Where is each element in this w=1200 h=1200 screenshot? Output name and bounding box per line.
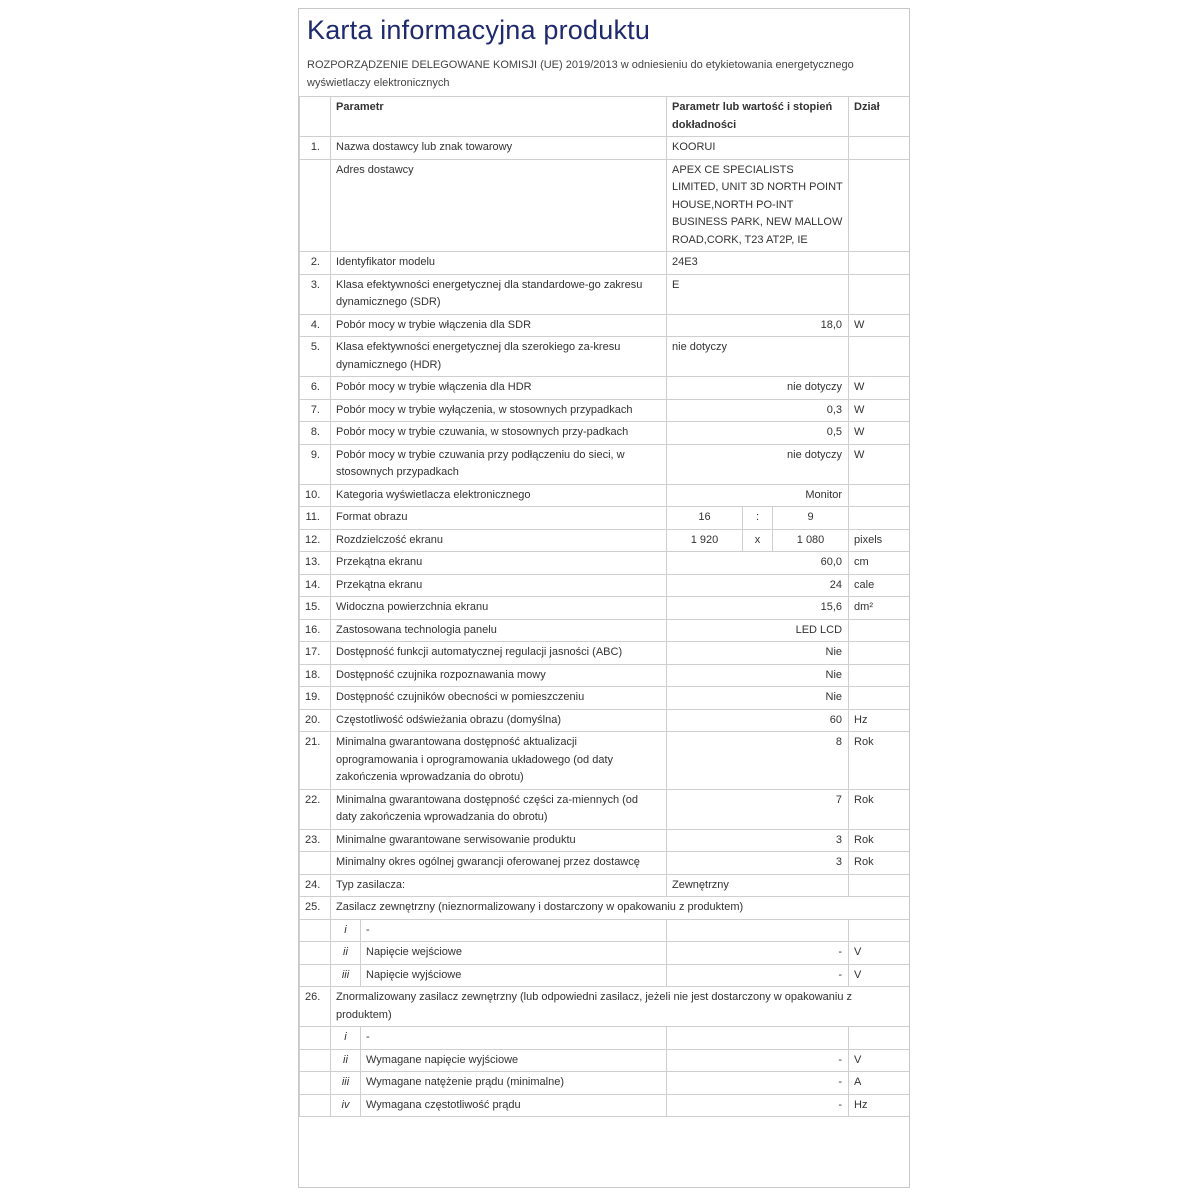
sub-index: i (331, 1027, 361, 1050)
row-unit (849, 337, 910, 377)
row-number: 1. (300, 137, 331, 160)
row-value: 24E3 (667, 252, 849, 275)
table-row (300, 1094, 911, 1117)
product-parameters-table (299, 96, 910, 1117)
sub-parameter: - (361, 1027, 667, 1050)
row-parameter: Klasa efektywności energetycznej dla szerokiego za-kresu dynamicznego (HDR) (331, 337, 667, 377)
row-number: 6. (300, 377, 331, 400)
row-number: 11. (300, 507, 331, 530)
row-value: 18,0 (667, 314, 849, 337)
empty-cell (300, 1049, 331, 1072)
row-number: 2. (300, 252, 331, 275)
row-value: 7 (667, 789, 849, 829)
table-row (300, 337, 911, 377)
row-number: 26. (300, 987, 331, 1027)
sub-value (667, 919, 849, 942)
table-row (300, 709, 911, 732)
table-row (300, 789, 911, 829)
row-number: 4. (300, 314, 331, 337)
section-title: Zasilacz zewnętrzny (nieznormalizowany i dostarczony w opakowaniu z produktem) (331, 897, 911, 920)
table-row (300, 942, 911, 965)
row-value-separator: x (743, 529, 773, 552)
row-unit: W (849, 377, 910, 400)
row-value: 8 (667, 732, 849, 790)
row-unit: Hz (849, 709, 910, 732)
row-value: 24 (667, 574, 849, 597)
row-parameter: Klasa efektywności energetycznej dla standardowe-go zakresu dynamicznego (SDR) (331, 274, 667, 314)
row-unit (849, 874, 910, 897)
sub-index: iii (331, 1072, 361, 1095)
row-parameter: Kategoria wyświetlacza elektronicznego (331, 484, 667, 507)
row-value-b: 1 080 (773, 529, 849, 552)
table-row (300, 829, 911, 852)
row-unit: dm² (849, 597, 910, 620)
table-row (300, 252, 911, 275)
row-value-a: 16 (667, 507, 743, 530)
sub-unit: V (849, 964, 910, 987)
sub-value: - (667, 1072, 849, 1095)
row-value: Monitor (667, 484, 849, 507)
page-title: Karta informacyjna produktu (307, 15, 651, 45)
row-parameter: Pobór mocy w trybie czuwania, w stosownych przy-padkach (331, 422, 667, 445)
row-unit: Rok (849, 829, 910, 852)
row-parameter: Pobór mocy w trybie wyłączenia, w stosownych przypadkach (331, 399, 667, 422)
row-parameter: Adres dostawcy (331, 159, 667, 252)
row-number (300, 852, 331, 875)
table-row (300, 687, 911, 710)
row-parameter: Typ zasilacza: (331, 874, 667, 897)
sub-parameter: - (361, 919, 667, 942)
row-value: nie dotyczy (667, 377, 849, 400)
row-value: 15,6 (667, 597, 849, 620)
row-number: 25. (300, 897, 331, 920)
table-row (300, 552, 911, 575)
row-parameter: Minimalne gwarantowane serwisowanie produktu (331, 829, 667, 852)
row-value-a: 1 920 (667, 529, 743, 552)
row-unit (849, 642, 910, 665)
table-row (300, 314, 911, 337)
row-unit: W (849, 399, 910, 422)
table-row (300, 732, 911, 790)
sub-index: iv (331, 1094, 361, 1117)
table-header-row (300, 97, 911, 137)
row-parameter: Dostępność funkcji automatycznej regulacji jasności (ABC) (331, 642, 667, 665)
table-row (300, 507, 911, 530)
row-number: 5. (300, 337, 331, 377)
row-value: 3 (667, 852, 849, 875)
section25-title-row (300, 897, 911, 920)
row-value: Nie (667, 642, 849, 665)
sub-unit: V (849, 942, 910, 965)
sub-value: - (667, 1049, 849, 1072)
table-row (300, 484, 911, 507)
row-parameter: Zastosowana technologia panelu (331, 619, 667, 642)
row-unit: W (849, 314, 910, 337)
table-row (300, 964, 911, 987)
row-unit: pixels (849, 529, 910, 552)
header-parameter: Parametr (331, 97, 667, 137)
row-parameter: Minimalny okres ogólnej gwarancji oferowanej przez dostawcę (331, 852, 667, 875)
row-value: E (667, 274, 849, 314)
row-parameter: Dostępność czujnika rozpoznawania mowy (331, 664, 667, 687)
empty-cell (300, 1072, 331, 1095)
sub-value: - (667, 964, 849, 987)
table-row (300, 529, 911, 552)
row-parameter: Identyfikator modelu (331, 252, 667, 275)
table-row (300, 159, 911, 252)
empty-cell (300, 1027, 331, 1050)
row-parameter: Dostępność czujników obecności w pomieszczeniu (331, 687, 667, 710)
row-number: 9. (300, 444, 331, 484)
section-title: Znormalizowany zasilacz zewnętrzny (lub odpowiedni zasilacz, jeżeli nie jest dostarczony w opakowaniu z produktem) (331, 987, 911, 1027)
row-value: Nie (667, 687, 849, 710)
row-unit (849, 664, 910, 687)
table-row (300, 1049, 911, 1072)
row-parameter: Rozdzielczość ekranu (331, 529, 667, 552)
row-unit: W (849, 422, 910, 445)
row-number: 12. (300, 529, 331, 552)
sub-parameter: Napięcie wejściowe (361, 942, 667, 965)
row-parameter: Przekątna ekranu (331, 552, 667, 575)
table-row (300, 444, 911, 484)
row-number: 3. (300, 274, 331, 314)
sub-unit (849, 1027, 910, 1050)
table-row (300, 664, 911, 687)
row-number: 14. (300, 574, 331, 597)
row-value: Zewnętrzny (667, 874, 849, 897)
sub-unit: V (849, 1049, 910, 1072)
row-value: KOORUI (667, 137, 849, 160)
row-value-b: 9 (773, 507, 849, 530)
row-unit: Rok (849, 732, 910, 790)
row-parameter: Częstotliwość odświeżania obrazu (domyślna) (331, 709, 667, 732)
row-parameter: Pobór mocy w trybie czuwania przy podłączeniu do sieci, w stosownych przypadkach (331, 444, 667, 484)
header-value: Parametr lub wartość i stopień dokładności (667, 97, 849, 137)
table-row (300, 597, 911, 620)
table-row (300, 1027, 911, 1050)
row-parameter: Pobór mocy w trybie włączenia dla HDR (331, 377, 667, 400)
row-unit (849, 137, 910, 160)
row-unit (849, 619, 910, 642)
table-row (300, 422, 911, 445)
row-value: APEX CE SPECIALISTS LIMITED, UNIT 3D NORTH POINT HOUSE,NORTH PO-INT BUSINESS PARK, NEW MALLOW ROAD,CORK, T23 AT2P, IE (667, 159, 849, 252)
row-number: 16. (300, 619, 331, 642)
row-number: 22. (300, 789, 331, 829)
sub-unit: A (849, 1072, 910, 1095)
row-parameter: Minimalna gwarantowana dostępność aktualizacji oprogramowania i oprogramowania układowego (od daty zakończenia wprowadzania do obrotu) (331, 732, 667, 790)
row-number: 8. (300, 422, 331, 445)
row-value: 3 (667, 829, 849, 852)
row-unit: Rok (849, 789, 910, 829)
row-parameter: Nazwa dostawcy lub znak towarowy (331, 137, 667, 160)
row-parameter: Przekątna ekranu (331, 574, 667, 597)
row-unit (849, 159, 910, 252)
row-unit (849, 274, 910, 314)
sub-index: iii (331, 964, 361, 987)
row-number: 15. (300, 597, 331, 620)
sub-parameter: Wymagane natężenie prądu (minimalne) (361, 1072, 667, 1095)
regulation-subtitle: ROZPORZĄDZENIE DELEGOWANE KOMISJI (UE) 2019/2013 w odniesieniu do etykietowania energetycznego wyświetlaczy elektronicznych (307, 59, 854, 89)
table-row (300, 874, 911, 897)
row-unit: Rok (849, 852, 910, 875)
row-number: 10. (300, 484, 331, 507)
header-unit: Dział (849, 97, 910, 137)
table-row (300, 852, 911, 875)
row-value: Nie (667, 664, 849, 687)
row-value-separator: : (743, 507, 773, 530)
empty-cell (300, 1094, 331, 1117)
table-row (300, 377, 911, 400)
sub-parameter: Napięcie wyjściowe (361, 964, 667, 987)
sub-value (667, 1027, 849, 1050)
row-number: 24. (300, 874, 331, 897)
table-row (300, 619, 911, 642)
empty-cell (300, 942, 331, 965)
row-unit (849, 507, 910, 530)
row-number: 19. (300, 687, 331, 710)
sub-unit: Hz (849, 1094, 910, 1117)
table-row (300, 919, 911, 942)
row-number: 20. (300, 709, 331, 732)
sub-parameter: Wymagane napięcie wyjściowe (361, 1049, 667, 1072)
row-value: 0,3 (667, 399, 849, 422)
row-value: 60,0 (667, 552, 849, 575)
row-number: 13. (300, 552, 331, 575)
row-number: 17. (300, 642, 331, 665)
sub-parameter: Wymagana częstotliwość prądu (361, 1094, 667, 1117)
table-row (300, 642, 911, 665)
row-number: 7. (300, 399, 331, 422)
row-unit: cm (849, 552, 910, 575)
row-parameter: Pobór mocy w trybie włączenia dla SDR (331, 314, 667, 337)
empty-cell (300, 964, 331, 987)
row-value: 0,5 (667, 422, 849, 445)
sub-index: ii (331, 942, 361, 965)
empty-cell (300, 919, 331, 942)
table-row (300, 399, 911, 422)
row-unit (849, 252, 910, 275)
row-number: 23. (300, 829, 331, 852)
row-unit (849, 687, 910, 710)
product-information-sheet (298, 8, 910, 1188)
row-parameter: Minimalna gwarantowana dostępność części za-miennych (od daty zakończenia wprowadzania do obrotu) (331, 789, 667, 829)
table-row (300, 137, 911, 160)
row-number (300, 159, 331, 252)
sub-value: - (667, 942, 849, 965)
section26-title-row (300, 987, 911, 1027)
table-row (300, 574, 911, 597)
row-unit (849, 484, 910, 507)
row-value: nie dotyczy (667, 337, 849, 377)
row-number: 21. (300, 732, 331, 790)
row-number: 18. (300, 664, 331, 687)
table-row (300, 1072, 911, 1095)
sub-index: ii (331, 1049, 361, 1072)
row-parameter: Widoczna powierzchnia ekranu (331, 597, 667, 620)
sub-unit (849, 919, 910, 942)
row-value: nie dotyczy (667, 444, 849, 484)
sub-value: - (667, 1094, 849, 1117)
row-parameter: Format obrazu (331, 507, 667, 530)
row-unit: cale (849, 574, 910, 597)
row-value: LED LCD (667, 619, 849, 642)
sub-index: i (331, 919, 361, 942)
row-value: 60 (667, 709, 849, 732)
row-unit: W (849, 444, 910, 484)
table-row (300, 274, 911, 314)
